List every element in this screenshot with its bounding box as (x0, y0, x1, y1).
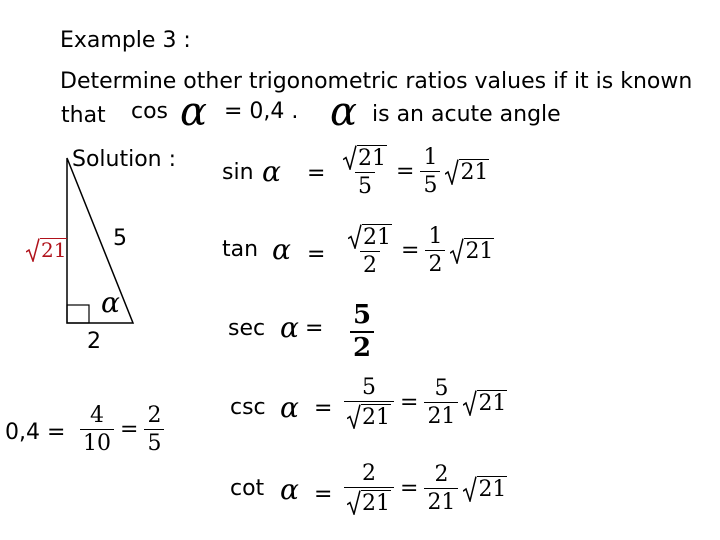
cot-alpha: α (280, 473, 299, 506)
csc-eq: = (314, 396, 333, 421)
tan-f2-den: 2 (425, 250, 445, 276)
sec-alpha: α (280, 311, 299, 344)
given-lhs: 0,4 = (5, 420, 66, 445)
right-angle-mark (67, 305, 89, 323)
cot-tail-radicand: 21 (478, 476, 507, 502)
csc-alpha: α (280, 391, 299, 424)
sec-eq: = (305, 316, 324, 341)
csc-f1-num: 5 (362, 375, 376, 400)
csc-f2-den: 21 (424, 402, 458, 428)
cot-f1-num: 2 (362, 461, 376, 486)
problem-value: = 0,4 . (224, 99, 299, 124)
tan-f1-num-radicand: 21 (363, 225, 391, 250)
height-radicand: 21 (41, 238, 67, 262)
sin-f2-num: 1 (423, 145, 438, 170)
csc-eq2: = (400, 390, 419, 416)
problem-cos: cos (131, 99, 169, 124)
base-label: 2 (87, 329, 101, 354)
sin-eq2: = (396, 159, 415, 185)
given-eq: = (120, 417, 139, 443)
sin-tail-radicand: 21 (460, 159, 489, 185)
given-den-1: 10 (80, 429, 114, 455)
cot-f2-num: 2 (434, 462, 449, 487)
given-num-2: 2 (147, 403, 162, 428)
triangle-angle-alpha: α (101, 286, 120, 319)
tan-alpha: α (272, 233, 291, 266)
sin-name: sin (222, 160, 254, 185)
sin-eq: = (307, 161, 326, 186)
sin-f2-den: 5 (420, 171, 440, 197)
problem-alpha-2: α (330, 89, 358, 135)
csc-f2-num: 5 (434, 376, 449, 401)
cot-f1-den-radicand: 21 (362, 491, 390, 517)
tan-name: tan (222, 237, 259, 262)
example-title: Example 3 : (60, 28, 191, 53)
tan-eq: = (307, 242, 326, 267)
csc-name: csc (230, 395, 266, 420)
sin-alpha: α (262, 155, 281, 188)
hypotenuse-label: 5 (113, 226, 127, 251)
sin-expression (338, 145, 489, 198)
tan-eq2: = (401, 238, 420, 264)
problem-acute: is an acute angle (372, 102, 561, 127)
cot-f2-den: 21 (424, 488, 458, 514)
csc-expression (342, 376, 507, 429)
sin-f1-den: 5 (355, 172, 375, 198)
given-num-1: 4 (90, 403, 104, 428)
problem-line-1: Determine other trigonometric ratios values if it is known (60, 69, 693, 94)
sin-f1-num-radicand: 21 (358, 146, 386, 171)
sec-den: 2 (350, 331, 374, 362)
sec-num: 5 (353, 300, 372, 330)
tan-f1-den: 2 (360, 251, 380, 277)
cot-expression (342, 462, 507, 515)
tan-expression (343, 224, 494, 277)
given-expression (78, 404, 166, 455)
tan-f2-num: 1 (428, 224, 443, 249)
tan-tail-radicand: 21 (465, 238, 494, 264)
cot-name: cot (230, 476, 265, 501)
csc-f1-den-radicand: 21 (362, 405, 390, 431)
solution-label: Solution : (72, 147, 177, 172)
cot-eq: = (314, 482, 333, 507)
problem-alpha-1: α (180, 89, 208, 135)
sec-name: sec (228, 316, 266, 341)
sec-expression (348, 302, 376, 363)
given-den-2: 5 (144, 429, 164, 455)
cot-eq2: = (400, 476, 419, 502)
csc-tail-radicand: 21 (478, 390, 507, 416)
height-label (26, 238, 67, 262)
problem-that: that (61, 103, 106, 128)
